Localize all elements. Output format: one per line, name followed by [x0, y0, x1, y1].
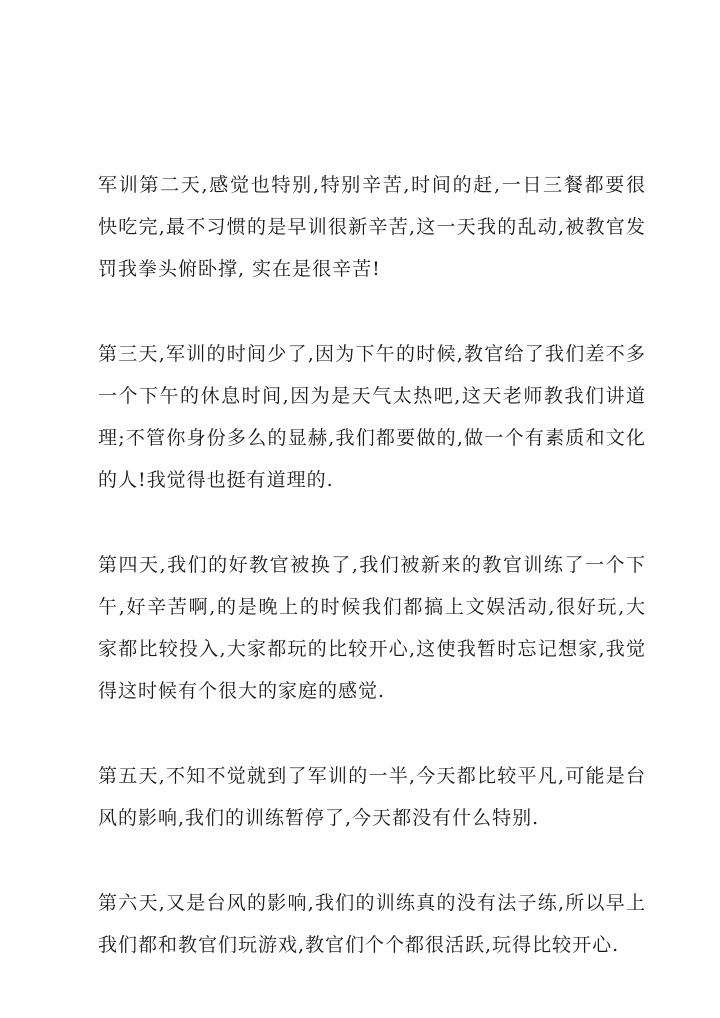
- paragraph-day-six: 第六天,又是台风的影响,我们的训练真的没有法子练,所以早上我们都和教官们玩游戏,教官们个个都很活跃,玩得比较开心.: [98, 892, 646, 956]
- paragraph-day-four: 第四天,我们的好教官被换了,我们被新来的教官训练了一个下午,好辛苦啊,的是晚上的时候我们都搞上文娱活动,很好玩,大家都比较投入,大家都玩的比较开心,这使我暂时忘记想家,我觉得这时候有个很大的家庭的感觉.: [98, 554, 646, 702]
- document-body: [98, 164, 646, 1009]
- paragraph-day-three: 第三天,军训的时间少了,因为下午的时候,教官给了我们差不多一个下午的休息时间,因为是天气太热吧,这天老师教我们讲道理;不管你身份多么的显赫,我们都要做的,做一个有素质和文化的人!我觉得也挺有道理的.: [98, 343, 646, 491]
- paragraph-day-five: 第五天,不知不觉就到了军训的一半,今天都比较平凡,可能是台风的影响,我们的训练暂停了,今天都没有什么特别.: [98, 765, 646, 829]
- paragraph-day-two: 军训第二天,感觉也特别,特别辛苦,时间的赶,一日三餐都要很快吃完,最不习惯的是早训很新辛苦,这一天我的乱动,被教官发罚我拳头俯卧撑, 实在是很辛苦!: [98, 174, 646, 280]
